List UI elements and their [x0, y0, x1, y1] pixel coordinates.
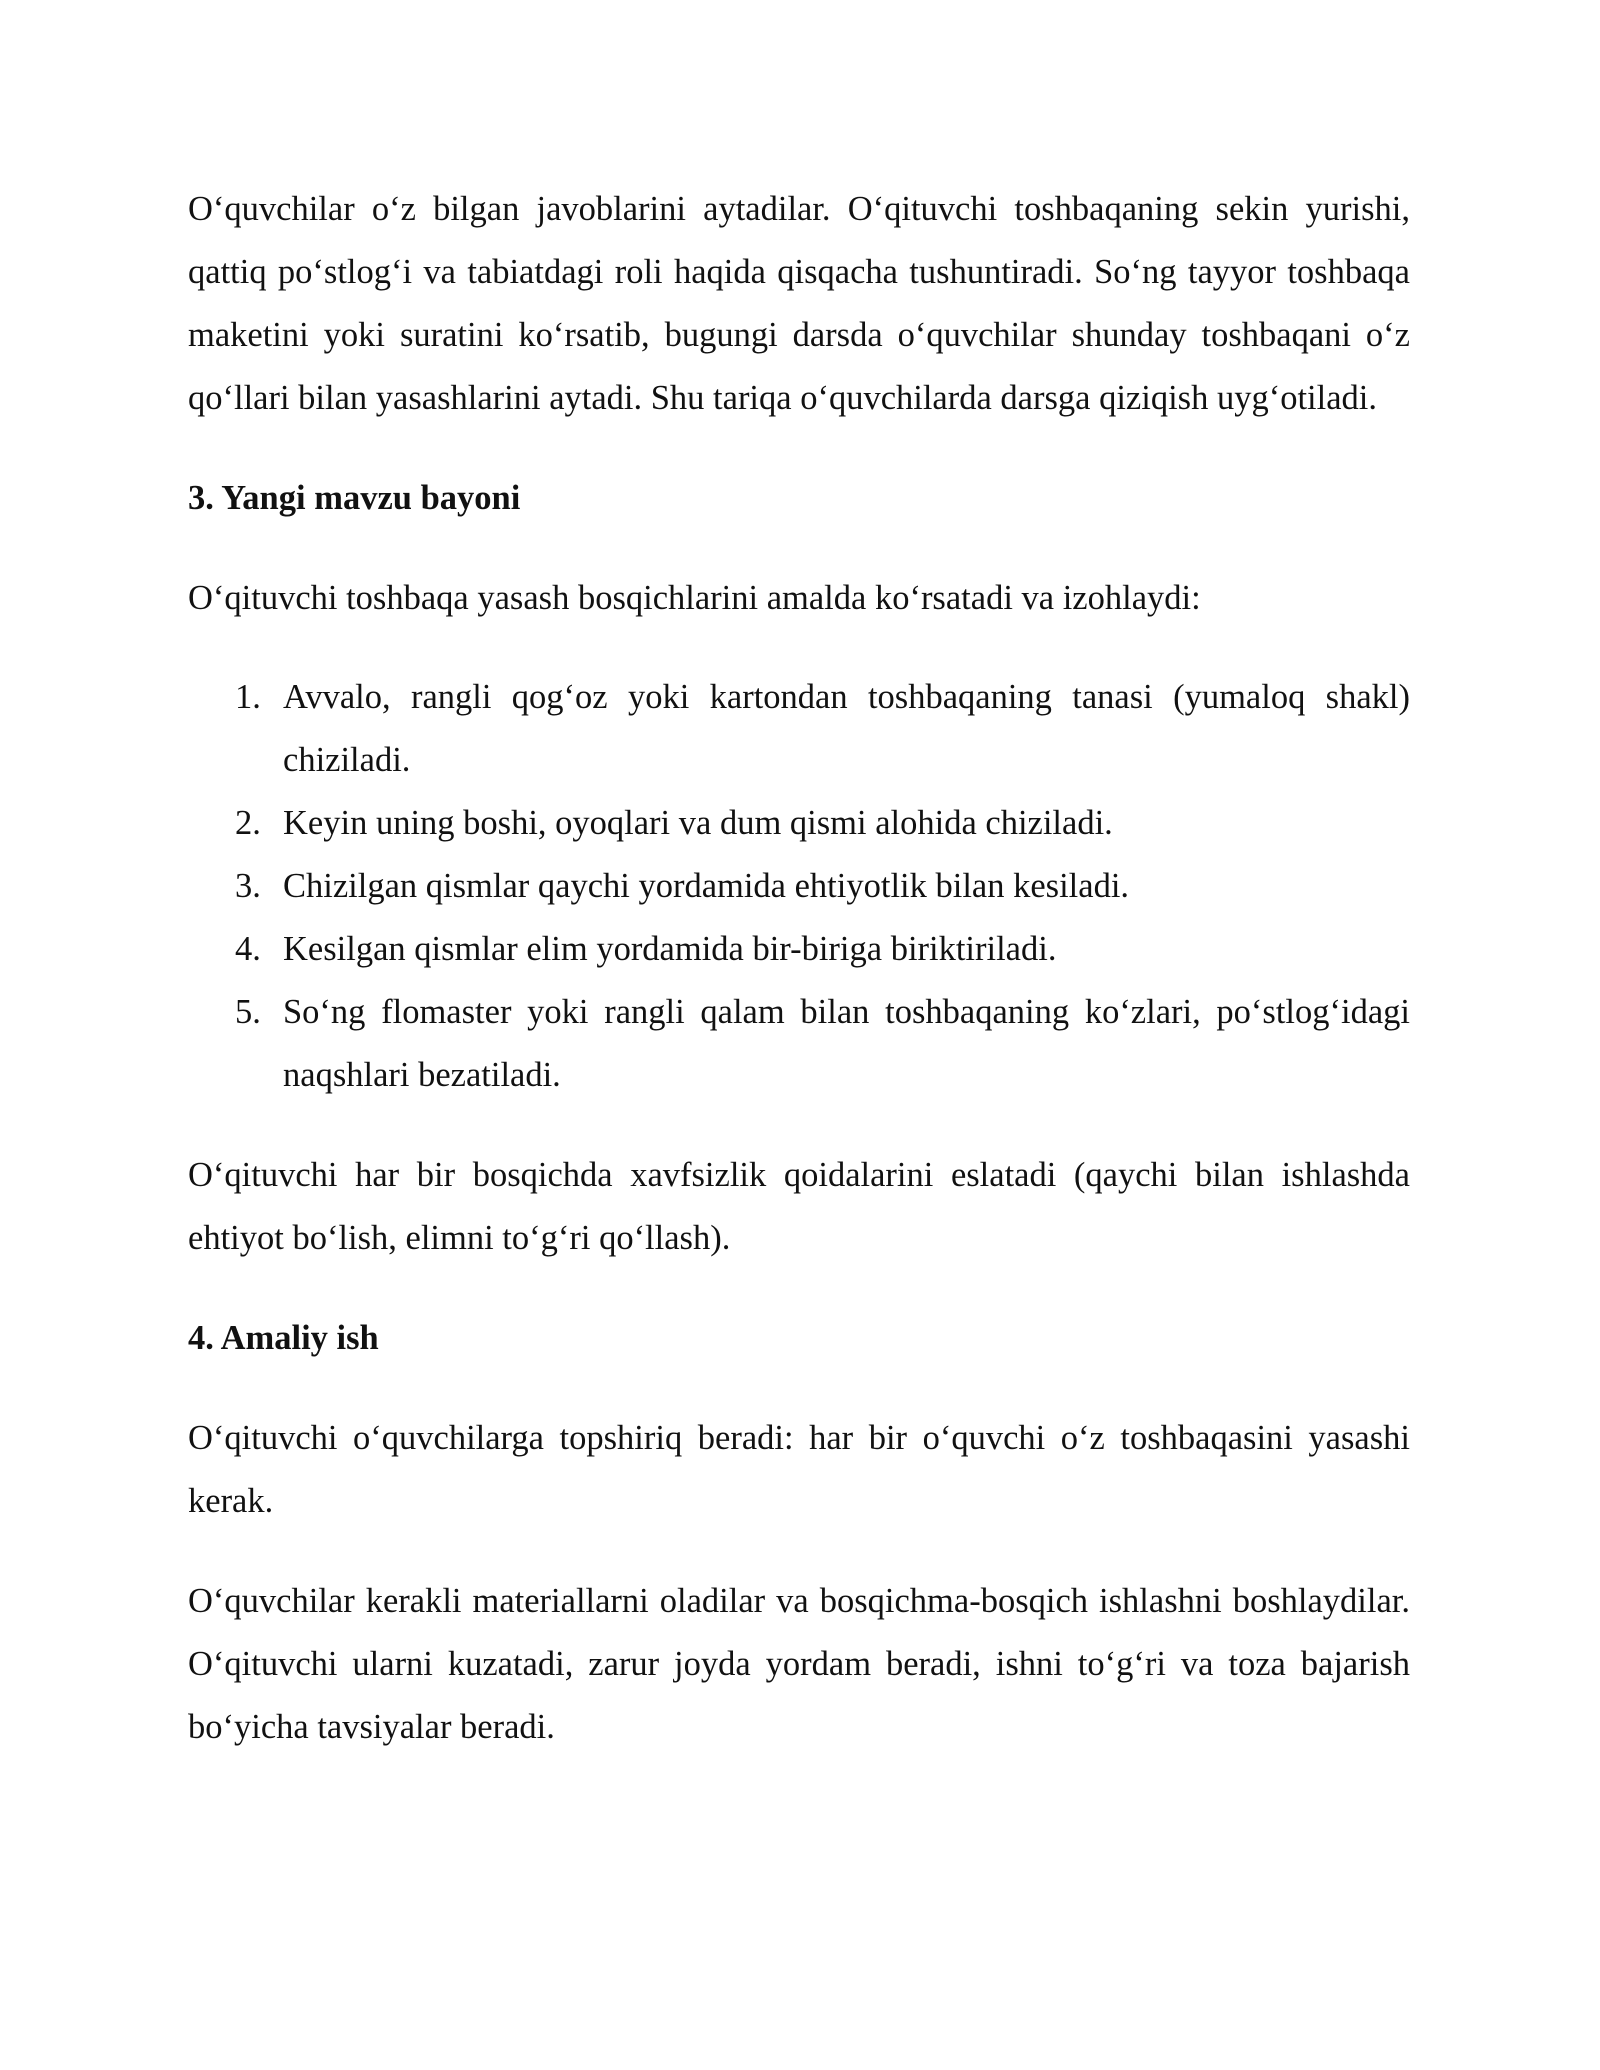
list-item-text: Keyin uning boshi, oyoqlari va dum qismi alohida chiziladi. — [283, 804, 1113, 842]
section-4-heading: 4. Amaliy ish — [188, 1319, 379, 1357]
list-item-text: Avvalo, rangli qog‘oz yoki kartondan toshbaqaning tanasi (yumaloq shakl) chiziladi. — [283, 678, 1410, 779]
steps-list — [188, 666, 1410, 1107]
list-item-text: So‘ng flomaster yoki rangli qalam bilan toshbaqaning ko‘zlari, po‘stlog‘idagi naqshlari bezatiladi. — [283, 993, 1410, 1094]
list-item-text: Chizilgan qismlar qaychi yordamida ehtiyotlik bilan kesiladi. — [283, 867, 1130, 905]
section-3-closing: O‘qituvchi har bir bosqichda xavfsizlik qoidalarini eslatadi (qaychi bilan ishlashda ehtiyot bo‘lish, elimni to‘g‘ri qo‘llash). — [188, 1156, 1410, 1257]
list-item — [188, 918, 1410, 981]
section-3-heading: 3. Yangi mavzu bayoni — [188, 479, 521, 517]
list-item — [188, 666, 1410, 792]
list-item-number: 1. — [235, 678, 261, 716]
list-item-number: 3. — [235, 867, 261, 905]
list-item-text: Kesilgan qismlar elim yordamida bir-biriga biriktiriladi. — [283, 930, 1057, 968]
section-3-lead: O‘qituvchi toshbaqa yasash bosqichlarini amalda ko‘rsatadi va izohlaydi: — [188, 579, 1201, 617]
document-page — [188, 178, 1410, 1759]
list-item — [188, 792, 1410, 855]
section-4-paragraph-2: O‘quvchilar kerakli materiallarni oladilar va bosqichma-bosqich ishlashni boshlaydilar. O‘qituvchi ularni kuzatadi, zarur joyda yordam beradi, ishni to‘g‘ri va toza bajarish bo‘yicha tavsiyalar beradi. — [188, 1582, 1410, 1746]
list-item-number: 2. — [235, 804, 261, 842]
intro-paragraph: O‘quvchilar o‘z bilgan javoblarini aytadilar. O‘qituvchi toshbaqaning sekin yurishi, qattiq po‘stlog‘i va tabiatdagi roli haqida qisqacha tushuntiradi. So‘ng tayyor toshbaqa maketini yoki suratini ko‘rsatib, bugungi darsda o‘quvchilar shunday toshbaqani o‘z qo‘llari bilan yasashlarini aytadi. Shu tariqa o‘quvchilarda darsga qiziqish uyg‘otiladi. — [188, 190, 1410, 417]
list-item — [188, 981, 1410, 1107]
section-4-paragraph-1: O‘qituvchi o‘quvchilarga topshiriq beradi: har bir o‘quvchi o‘z toshbaqasini yasashi kerak. — [188, 1419, 1410, 1520]
list-item — [188, 855, 1410, 918]
list-item-number: 4. — [235, 930, 261, 968]
list-item-number: 5. — [235, 993, 261, 1031]
